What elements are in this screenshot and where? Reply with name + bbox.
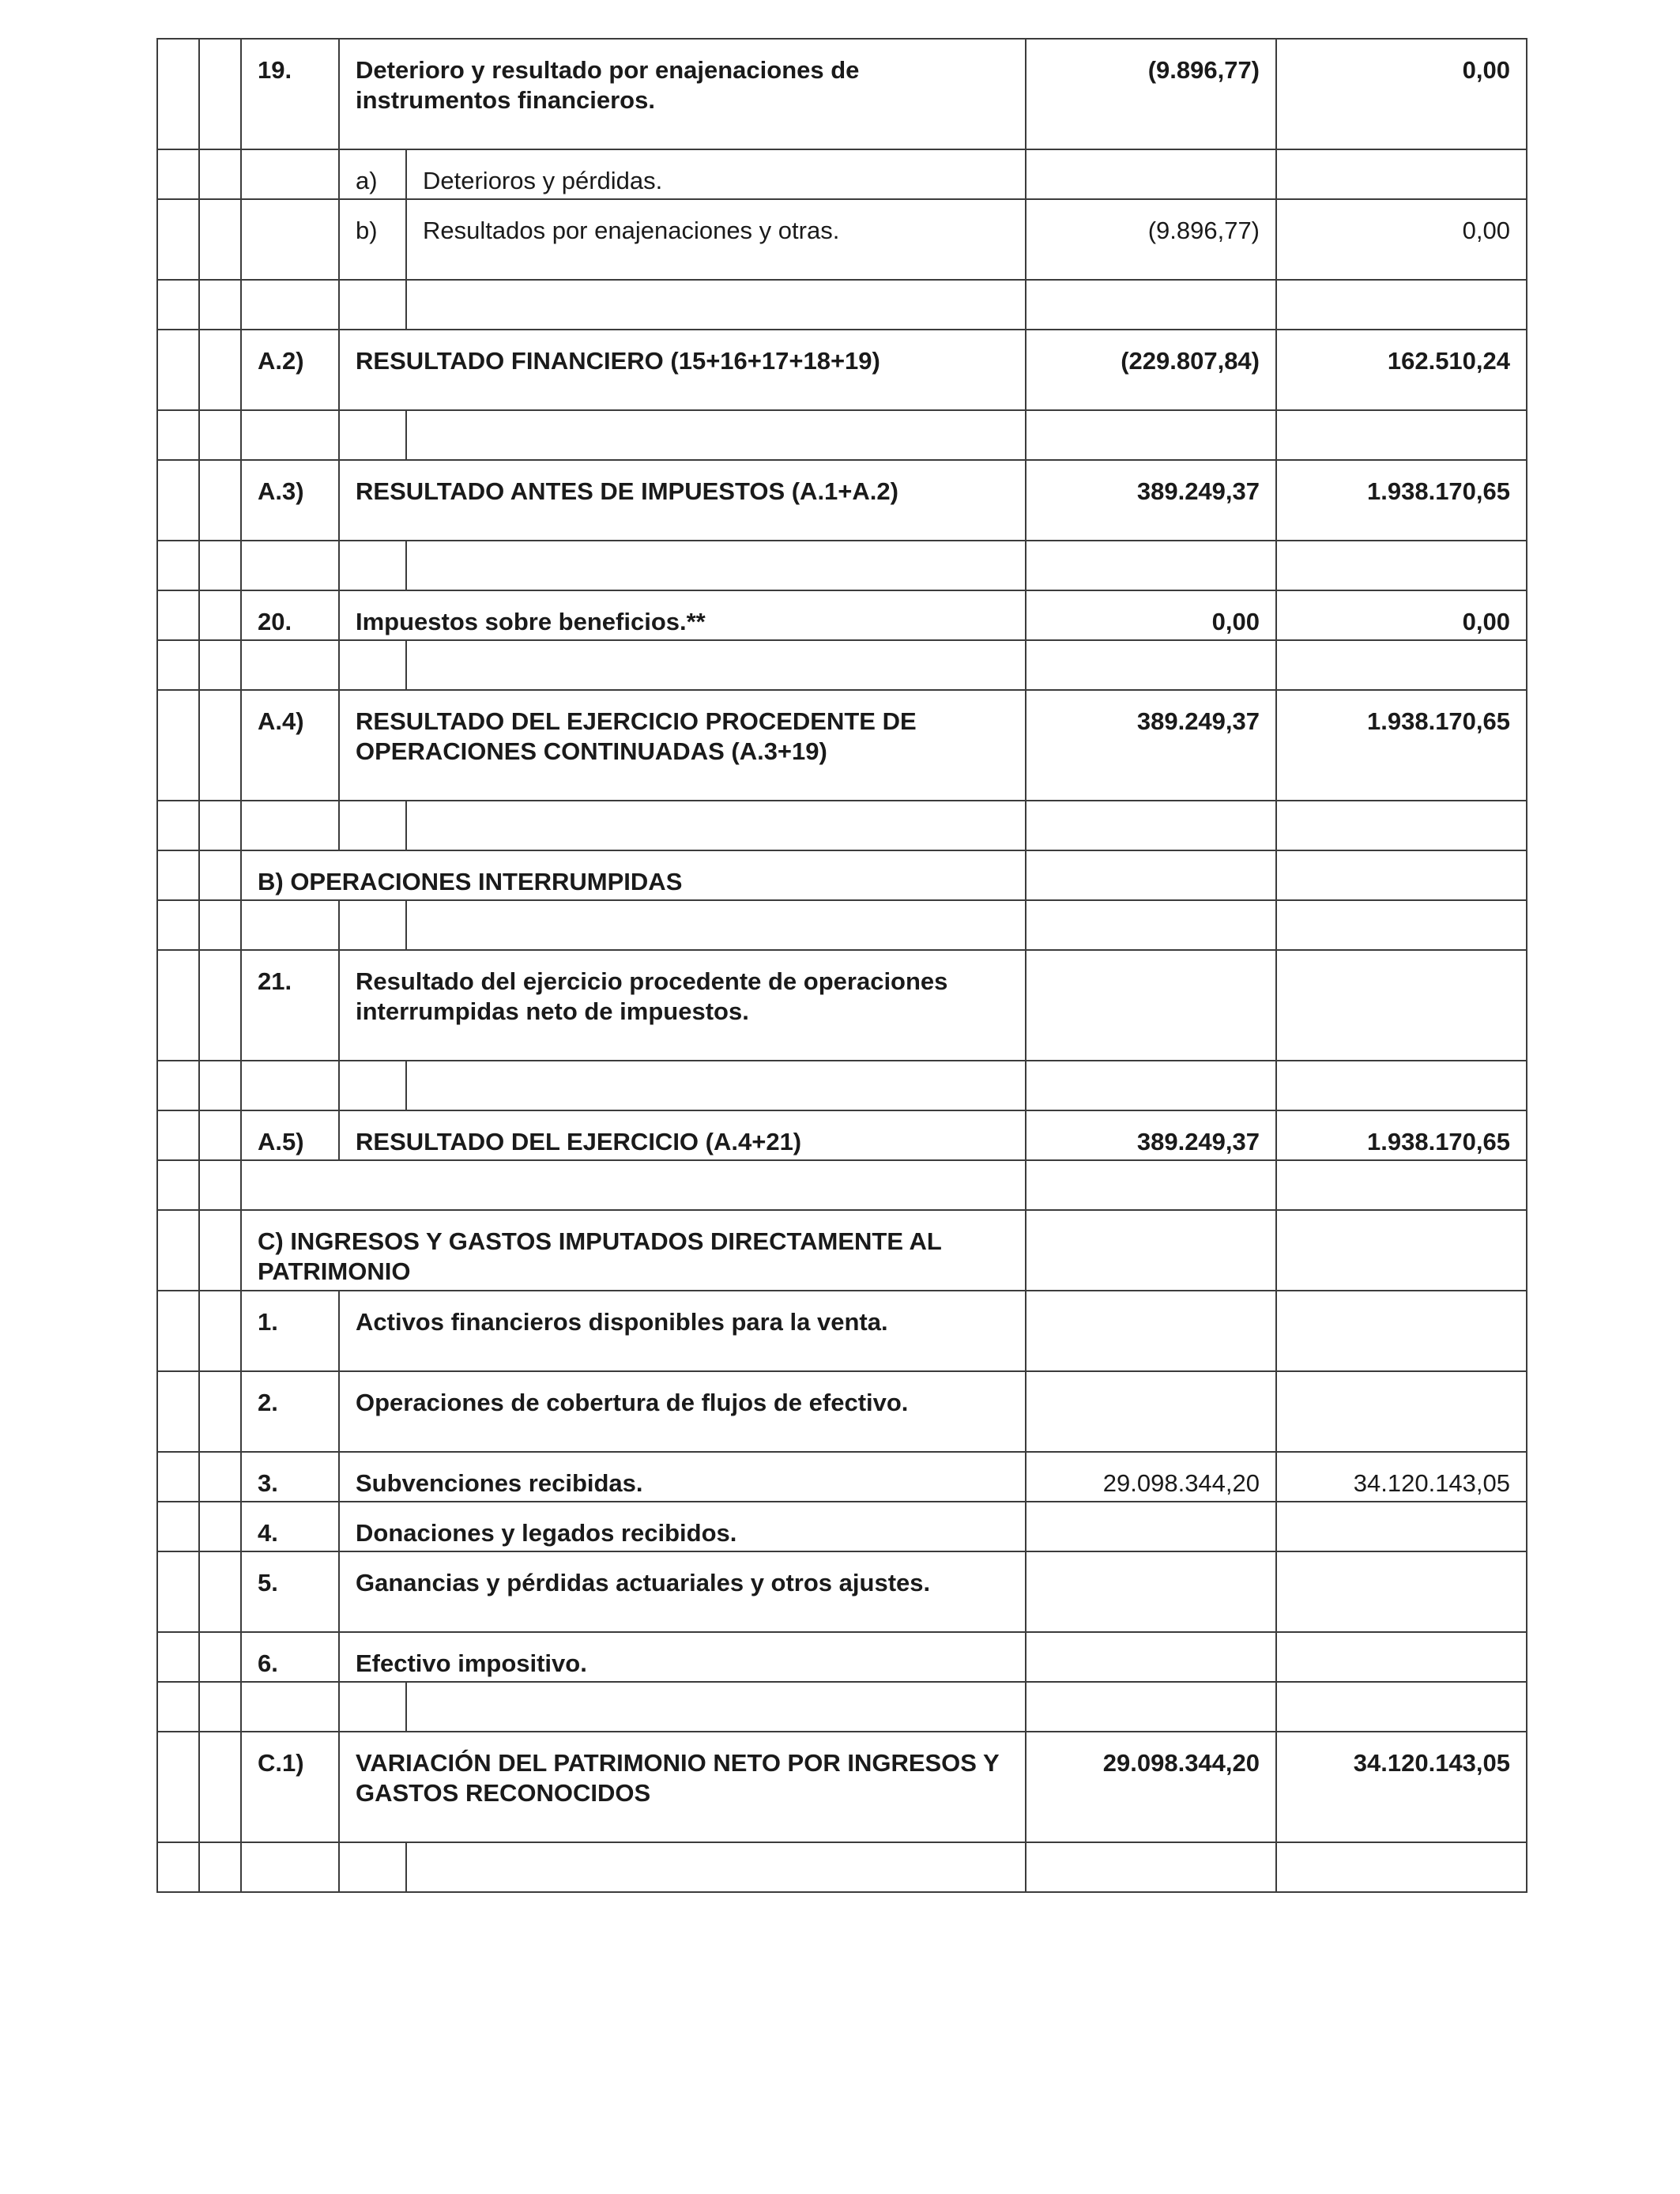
empty-cell (1026, 801, 1276, 850)
table-row (157, 1632, 1527, 1682)
margin-cell (157, 690, 199, 801)
table-row (157, 950, 1527, 1061)
value-previous-year: 0,00 (1276, 590, 1527, 640)
empty-cell (241, 1682, 339, 1732)
margin-cell (199, 1210, 241, 1291)
empty-cell (1026, 1210, 1276, 1291)
income-statement-table (156, 38, 1527, 1893)
table-row (157, 39, 1527, 149)
row-code: C.1) (241, 1732, 339, 1842)
margin-cell (157, 900, 199, 950)
empty-cell (1276, 1160, 1527, 1210)
margin-cell (199, 801, 241, 850)
margin-cell (199, 1291, 241, 1371)
value-previous-year: 162.510,24 (1276, 330, 1527, 410)
margin-cell (157, 541, 199, 590)
margin-cell (199, 460, 241, 541)
row-code: 19. (241, 39, 339, 149)
margin-cell (157, 1551, 199, 1632)
table-row (157, 801, 1527, 850)
margin-cell (157, 1682, 199, 1732)
margin-cell (157, 330, 199, 410)
row-code: A.3) (241, 460, 339, 541)
empty-cell (1026, 640, 1276, 690)
empty-cell (1026, 1842, 1276, 1892)
table-row (157, 1160, 1527, 1210)
value-current-year (1026, 950, 1276, 1061)
empty-cell (406, 1682, 1026, 1732)
empty-cell (1026, 1682, 1276, 1732)
value-current-year: (9.896,77) (1026, 199, 1276, 280)
margin-cell (157, 1291, 199, 1371)
table-row (157, 410, 1527, 460)
empty-cell (1026, 1061, 1276, 1110)
value-previous-year: 34.120.143,05 (1276, 1452, 1527, 1502)
empty-cell (1276, 801, 1527, 850)
empty-cell (1026, 1160, 1276, 1210)
row-label: Ganancias y pérdidas actuariales y otros ajustes. (339, 1551, 1026, 1632)
margin-cell (199, 149, 241, 199)
value-current-year (1026, 149, 1276, 199)
margin-cell (157, 1452, 199, 1502)
empty-cell (241, 640, 339, 690)
margin-cell (157, 1732, 199, 1842)
empty-cell (241, 410, 339, 460)
row-label: Efectivo impositivo. (339, 1632, 1026, 1682)
table-row (157, 1210, 1527, 1291)
row-code: A.4) (241, 690, 339, 801)
value-current-year (1026, 1551, 1276, 1632)
empty-cell (1026, 900, 1276, 950)
value-current-year: 29.098.344,20 (1026, 1452, 1276, 1502)
margin-cell (157, 199, 199, 280)
margin-cell (157, 950, 199, 1061)
empty-cell (241, 199, 339, 280)
margin-cell (199, 1632, 241, 1682)
margin-cell (199, 900, 241, 950)
value-previous-year (1276, 1632, 1527, 1682)
margin-cell (157, 280, 199, 330)
row-code: 1. (241, 1291, 339, 1371)
margin-cell (199, 1842, 241, 1892)
value-current-year: 29.098.344,20 (1026, 1732, 1276, 1842)
empty-cell (339, 280, 406, 330)
margin-cell (157, 640, 199, 690)
table-row (157, 1110, 1527, 1160)
margin-cell (157, 460, 199, 541)
empty-cell (339, 640, 406, 690)
margin-cell (199, 1110, 241, 1160)
table-row (157, 1682, 1527, 1732)
margin-cell (199, 280, 241, 330)
empty-cell (339, 801, 406, 850)
margin-cell (199, 1682, 241, 1732)
margin-cell (199, 1452, 241, 1502)
table-row (157, 640, 1527, 690)
margin-cell (157, 149, 199, 199)
margin-cell (199, 39, 241, 149)
margin-cell (199, 199, 241, 280)
row-code: A.2) (241, 330, 339, 410)
empty-cell (1276, 1682, 1527, 1732)
row-code: A.5) (241, 1110, 339, 1160)
row-code: 6. (241, 1632, 339, 1682)
empty-cell (339, 900, 406, 950)
margin-cell (199, 1061, 241, 1110)
row-label: RESULTADO DEL EJERCICIO PROCEDENTE DE OPERACIONES CONTINUADAS (A.3+19) (339, 690, 1026, 801)
empty-cell (1276, 640, 1527, 690)
table-row (157, 149, 1527, 199)
value-previous-year: 1.938.170,65 (1276, 1110, 1527, 1160)
margin-cell (199, 410, 241, 460)
section-heading: C) INGRESOS Y GASTOS IMPUTADOS DIRECTAMENTE AL PATRIMONIO (241, 1210, 1026, 1291)
row-label: RESULTADO ANTES DE IMPUESTOS (A.1+A.2) (339, 460, 1026, 541)
table-row (157, 1061, 1527, 1110)
value-current-year (1026, 1371, 1276, 1452)
table-row (157, 1452, 1527, 1502)
table-row (157, 280, 1527, 330)
table-row (157, 1291, 1527, 1371)
row-label: Deterioro y resultado por enajenaciones de instrumentos financieros. (339, 39, 1026, 149)
sub-item-label: Deterioros y pérdidas. (406, 149, 1026, 199)
row-code: 5. (241, 1551, 339, 1632)
table-row (157, 690, 1527, 801)
value-current-year: 0,00 (1026, 590, 1276, 640)
table-row (157, 460, 1527, 541)
value-current-year: 389.249,37 (1026, 690, 1276, 801)
table-row (157, 1502, 1527, 1551)
table-row (157, 541, 1527, 590)
row-code: 2. (241, 1371, 339, 1452)
row-label: RESULTADO DEL EJERCICIO (A.4+21) (339, 1110, 1026, 1160)
empty-cell (406, 900, 1026, 950)
margin-cell (157, 1371, 199, 1452)
margin-cell (157, 39, 199, 149)
margin-cell (157, 1061, 199, 1110)
table-row (157, 330, 1527, 410)
row-code: 3. (241, 1452, 339, 1502)
row-code: 20. (241, 590, 339, 640)
empty-cell (406, 541, 1026, 590)
value-previous-year (1276, 149, 1527, 199)
empty-cell (339, 1682, 406, 1732)
margin-cell (157, 1842, 199, 1892)
section-heading: B) OPERACIONES INTERRUMPIDAS (241, 850, 1026, 900)
empty-cell (406, 640, 1026, 690)
value-previous-year (1276, 1291, 1527, 1371)
row-label: RESULTADO FINANCIERO (15+16+17+18+19) (339, 330, 1026, 410)
row-label: Activos financieros disponibles para la venta. (339, 1291, 1026, 1371)
table-row (157, 1551, 1527, 1632)
empty-cell (1026, 410, 1276, 460)
row-label: Resultado del ejercicio procedente de operaciones interrumpidas neto de impuestos. (339, 950, 1026, 1061)
table-row (157, 1842, 1527, 1892)
margin-cell (199, 1371, 241, 1452)
value-previous-year (1276, 950, 1527, 1061)
empty-cell (1276, 850, 1527, 900)
margin-cell (199, 1502, 241, 1551)
margin-cell (157, 850, 199, 900)
empty-cell (241, 1061, 339, 1110)
empty-cell (339, 541, 406, 590)
row-code: 21. (241, 950, 339, 1061)
empty-cell (1276, 1061, 1527, 1110)
empty-cell (1026, 280, 1276, 330)
empty-cell (1276, 1210, 1527, 1291)
row-label: Impuestos sobre beneficios.** (339, 590, 1026, 640)
value-previous-year (1276, 1371, 1527, 1452)
margin-cell (199, 590, 241, 640)
empty-cell (406, 801, 1026, 850)
margin-cell (157, 1160, 199, 1210)
empty-cell (1276, 410, 1527, 460)
empty-cell (1026, 541, 1276, 590)
row-label: Operaciones de cobertura de flujos de efectivo. (339, 1371, 1026, 1452)
empty-cell (339, 410, 406, 460)
margin-cell (157, 1502, 199, 1551)
empty-cell (1276, 1842, 1527, 1892)
empty-cell (241, 541, 339, 590)
value-current-year: 389.249,37 (1026, 460, 1276, 541)
row-label: Subvenciones recibidas. (339, 1452, 1026, 1502)
empty-cell (1026, 850, 1276, 900)
value-current-year: (229.807,84) (1026, 330, 1276, 410)
margin-cell (157, 801, 199, 850)
margin-cell (199, 1732, 241, 1842)
value-previous-year: 34.120.143,05 (1276, 1732, 1527, 1842)
empty-cell (1276, 541, 1527, 590)
margin-cell (157, 1632, 199, 1682)
value-current-year: (9.896,77) (1026, 39, 1276, 149)
margin-cell (199, 330, 241, 410)
row-label: VARIACIÓN DEL PATRIMONIO NETO POR INGRESOS Y GASTOS RECONOCIDOS (339, 1732, 1026, 1842)
empty-cell (1276, 280, 1527, 330)
margin-cell (199, 1551, 241, 1632)
empty-cell (406, 1842, 1026, 1892)
value-previous-year (1276, 1502, 1527, 1551)
empty-cell (241, 900, 339, 950)
margin-cell (157, 1210, 199, 1291)
margin-cell (199, 850, 241, 900)
value-current-year (1026, 1502, 1276, 1551)
empty-cell (406, 410, 1026, 460)
margin-cell (199, 1160, 241, 1210)
value-previous-year: 1.938.170,65 (1276, 690, 1527, 801)
empty-cell (241, 1842, 339, 1892)
sub-item-letter: b) (339, 199, 406, 280)
table-row (157, 900, 1527, 950)
empty-cell (241, 149, 339, 199)
row-code: 4. (241, 1502, 339, 1551)
value-current-year: 389.249,37 (1026, 1110, 1276, 1160)
margin-cell (199, 640, 241, 690)
sub-item-letter: a) (339, 149, 406, 199)
value-current-year (1026, 1291, 1276, 1371)
table-row (157, 590, 1527, 640)
margin-cell (157, 590, 199, 640)
value-previous-year: 0,00 (1276, 199, 1527, 280)
empty-cell (1276, 900, 1527, 950)
table-row (157, 850, 1527, 900)
value-previous-year: 0,00 (1276, 39, 1527, 149)
value-current-year (1026, 1632, 1276, 1682)
value-previous-year (1276, 1551, 1527, 1632)
empty-cell (241, 1160, 1026, 1210)
row-label: Donaciones y legados recibidos. (339, 1502, 1026, 1551)
margin-cell (199, 950, 241, 1061)
empty-cell (406, 280, 1026, 330)
margin-cell (199, 541, 241, 590)
margin-cell (157, 410, 199, 460)
margin-cell (157, 1110, 199, 1160)
margin-cell (199, 690, 241, 801)
table-row (157, 1371, 1527, 1452)
empty-cell (339, 1842, 406, 1892)
empty-cell (339, 1061, 406, 1110)
empty-cell (406, 1061, 1026, 1110)
table-row (157, 199, 1527, 280)
table-row (157, 1732, 1527, 1842)
value-previous-year: 1.938.170,65 (1276, 460, 1527, 541)
empty-cell (241, 280, 339, 330)
empty-cell (241, 801, 339, 850)
sub-item-label: Resultados por enajenaciones y otras. (406, 199, 1026, 280)
